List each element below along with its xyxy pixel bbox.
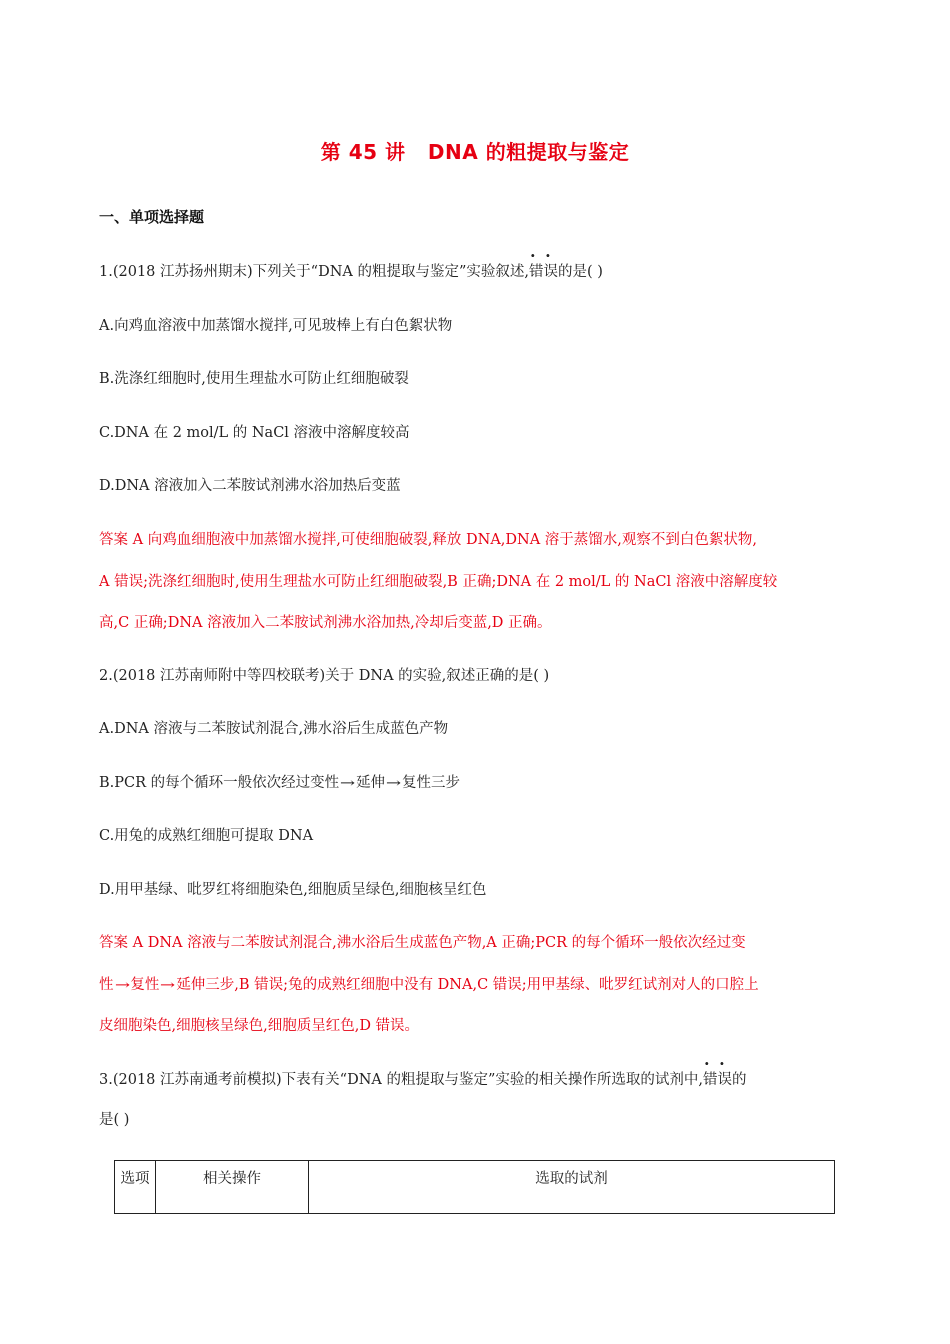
emphasis-mark: · · 错误 bbox=[529, 262, 558, 282]
arrow-icon: → bbox=[160, 978, 176, 993]
q2-stem: 2.(2018 江苏南师附中等四校联考)关于 DNA 的实验,叙述正确的是( ) bbox=[99, 668, 550, 684]
q1-option-c: C.DNA 在 2 mol/L 的 NaCl 溶液中溶解度较高 bbox=[99, 425, 410, 441]
options-table bbox=[114, 1160, 835, 1214]
q2-answer-line-2: 性→复性→延伸三步,B 错误;兔的成熟红细胞中没有 DNA,C 错误;用甲基绿、吡罗红试剂对人的口腔上 bbox=[99, 975, 759, 996]
q3-stem: 3.(2018 江苏南通考前模拟)下表有关“DNA 的粗提取与鉴定”实验的相关操作所选取的试剂中,· · 错误的 bbox=[99, 1070, 746, 1090]
q1-answer-line-2: A 错误;洗涤红细胞时,使用生理盐水可防止红细胞破裂,B 正确;DNA 在 2 mol/L 的 NaCl 溶液中溶解度较 bbox=[99, 574, 778, 590]
emphasis-mark: · · 错误 bbox=[703, 1070, 732, 1090]
q2-answer-line-1: 答案 A DNA 溶液与二苯胺试剂混合,沸水浴后生成蓝色产物,A 正确;PCR 的每个循环一般依次经过变 bbox=[99, 935, 746, 951]
table-header-cell: 相关操作 bbox=[156, 1161, 309, 1214]
q2-option-d: D.用甲基绿、吡罗红将细胞染色,细胞质呈绿色,细胞核呈红色 bbox=[99, 882, 487, 898]
q3-stem-line-2: 是( ) bbox=[99, 1112, 130, 1128]
q1-stem: 1.(2018 江苏扬州期末)下列关于“DNA 的粗提取与鉴定”实验叙述,· · 错误的是( ) bbox=[99, 262, 603, 282]
q1-option-d: D.DNA 溶液加入二苯胺试剂沸水浴加热后变蓝 bbox=[99, 478, 401, 494]
q1-answer-line-1: 答案 A 向鸡血细胞液中加蒸馏水搅拌,可使细胞破裂,释放 DNA,DNA 溶于蒸馏水,观察不到白色絮状物, bbox=[99, 532, 758, 548]
arrow-icon: → bbox=[114, 978, 130, 993]
q1-option-a: A.向鸡血溶液中加蒸馏水搅拌,可见玻棒上有白色絮状物 bbox=[99, 318, 453, 334]
table-header-cell: 选项 bbox=[115, 1161, 156, 1214]
arrow-icon: → bbox=[385, 776, 402, 791]
q2-option-b: B.PCR 的每个循环一般依次经过变性→延伸→复性三步 bbox=[99, 773, 460, 794]
q2-option-c: C.用兔的成熟红细胞可提取 DNA bbox=[99, 828, 314, 844]
table-row bbox=[115, 1161, 835, 1214]
q1-answer-line-3: 高,C 正确;DNA 溶液加入二苯胺试剂沸水浴加热,冷却后变蓝,D 正确。 bbox=[99, 615, 552, 631]
q2-option-a: A.DNA 溶液与二苯胺试剂混合,沸水浴后生成蓝色产物 bbox=[99, 721, 449, 737]
section-heading: 一、单项选择题 bbox=[99, 208, 205, 226]
q2-answer-line-3: 皮细胞染色,细胞核呈绿色,细胞质呈红色,D 错误。 bbox=[99, 1018, 420, 1034]
table-header-cell: 选取的试剂 bbox=[309, 1161, 835, 1214]
arrow-icon: → bbox=[339, 776, 356, 791]
page-title: 第 45 讲 DNA 的粗提取与鉴定 bbox=[320, 140, 630, 164]
q1-option-b: B.洗涤红细胞时,使用生理盐水可防止红细胞破裂 bbox=[99, 371, 409, 387]
